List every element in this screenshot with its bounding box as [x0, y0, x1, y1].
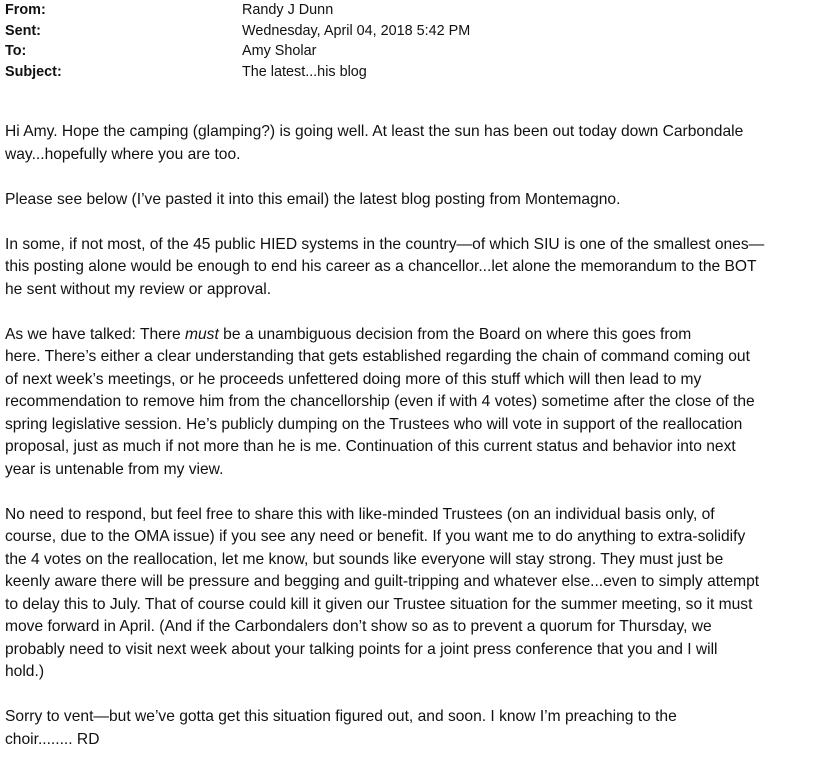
body-line: In some, if not most, of the 45 public HIED systems in the country—of which SIU is one of the smallest ones— — [5, 235, 765, 253]
paragraph-sign-off — [5, 706, 839, 751]
from-value: Randy J Dunn — [242, 2, 334, 18]
body-line: probably need to visit next week about your talking points for a joint press conference that you and I will — [5, 640, 718, 658]
body-line: hold.) — [5, 663, 45, 680]
to-value: Amy Sholar — [242, 43, 317, 59]
paragraph-greeting — [5, 121, 839, 166]
header-row-from — [5, 0, 825, 21]
body-line: he sent without my review or approval. — [5, 280, 272, 298]
body-text: As we have talked: There — [5, 325, 186, 343]
body-line: this posting alone would be enough to end his career as a chancellor...let alone the memorandum to the BOT — [5, 258, 757, 275]
subject-label: Subject: — [5, 63, 62, 80]
from-label: From: — [5, 2, 46, 18]
header-row-to — [5, 41, 825, 62]
body-line: keenly aware there will be pressure and begging and guilt-tripping and whatever else...even to simply attempt — [5, 573, 760, 590]
body-line: year is untenable from my view. — [5, 460, 224, 478]
body-line: proposal, just as much if not more than he is me. Continuation of this current status and behavior into next — [5, 438, 736, 455]
emphasis-text: must — [185, 325, 219, 343]
body-line: the 4 votes on the reallocation, let me know, but sounds like everyone will stay strong. They must just be — [5, 550, 724, 568]
body-line: here. There’s either a clear understanding that gets established regarding the chain of command coming out — [5, 348, 750, 365]
body-line: Please see below (I’ve pasted it into this email) the latest blog posting from Montemagno. — [5, 190, 621, 208]
body-line: Sorry to vent—but we’ve gotta get this situation figured out, and soon. I know I’m preaching to the — [5, 708, 677, 725]
paragraph-blog-reference — [5, 189, 839, 212]
sent-value: Wednesday, April 04, 2018 5:42 PM — [242, 22, 471, 39]
email-header — [5, 0, 825, 82]
body-line: spring legislative session. He’s publicly dumping on the Trustees who will vote in support of the reallocation — [5, 415, 743, 433]
body-line: choir........ RD — [5, 730, 100, 748]
body-text: be a unambiguous decision from the Board on where this goes from — [218, 325, 692, 343]
body-line: way...hopefully where you are too. — [5, 145, 241, 163]
email-body — [5, 121, 839, 774]
header-row-subject — [5, 62, 825, 83]
body-line: recommendation to remove him from the chancellorship (even if with 4 votes) sometime after the close of the — [5, 393, 755, 410]
body-line: of next week’s meetings, or he proceeds unfettered doing more of this stuff which will then lead to my — [5, 370, 702, 388]
body-line — [5, 324, 839, 347]
header-row-sent — [5, 21, 825, 42]
paragraph-hied-systems — [5, 234, 839, 302]
body-line: move forward in April. (And if the Carbondalers don’t show so as to prevent a quorum for Thursday, we — [5, 618, 712, 635]
paragraph-board-decision — [5, 324, 839, 482]
body-line: course, due to the OMA issue) if you see any need or benefit. If you want me to do anything to extra-solidify — [5, 528, 746, 545]
sent-label: Sent: — [5, 22, 41, 39]
subject-value: The latest...his blog — [242, 63, 367, 80]
to-label: To: — [5, 43, 27, 59]
body-line: No need to respond, but feel free to share this with like-minded Trustees (on an individual basis only, of — [5, 505, 715, 523]
body-line: to delay this to July. That of course could kill it given our Trustee situation for the summer meeting, so it must — [5, 595, 753, 613]
paragraph-no-need-to-respond — [5, 504, 839, 684]
body-line: Hi Amy. Hope the camping (glamping?) is going well. At least the sun has been out today down Carbondale — [5, 123, 744, 140]
